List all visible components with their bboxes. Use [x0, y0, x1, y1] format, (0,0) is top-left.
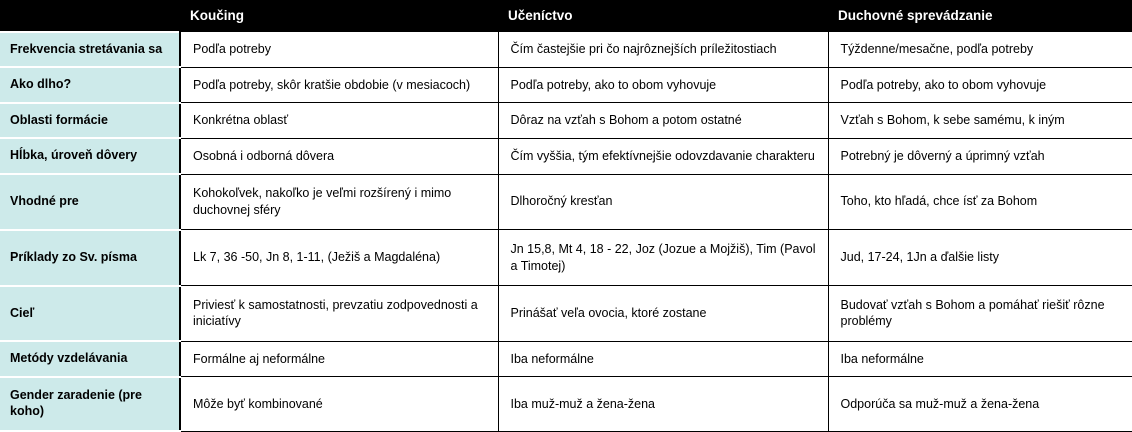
table-header [0, 0, 1132, 32]
table-row [0, 174, 1132, 230]
table-cell: Dôraz na vzťah s Bohom a potom ostatné [498, 103, 828, 139]
table-cell: Toho, kto hľadá, chce ísť za Bohom [828, 174, 1132, 230]
table-corner-cell [0, 0, 180, 32]
table-row [0, 230, 1132, 286]
table-cell: Potrebný je dôverný a úprimný vzťah [828, 138, 1132, 174]
row-header: Frekvencia stretávania sa [0, 32, 180, 68]
table-cell: Konkrétna oblasť [180, 103, 498, 139]
table-cell: Podľa potreby, ako to obom vyhovuje [498, 67, 828, 103]
column-header-ucenictvo: Učeníctvo [498, 0, 828, 32]
table-cell: Čím častejšie pri čo najrôznejších príležitostiach [498, 32, 828, 68]
table-cell: Prinášať veľa ovocia, ktoré zostane [498, 286, 828, 342]
table-cell: Formálne aj neformálne [180, 341, 498, 377]
table-cell: Podľa potreby, ako to obom vyhovuje [828, 67, 1132, 103]
row-header: Oblasti formácie [0, 103, 180, 139]
table-cell: Budovať vzťah s Bohom a pomáhať riešiť rôzne problémy [828, 286, 1132, 342]
table-row [0, 286, 1132, 342]
table-cell: Podľa potreby, skôr kratšie obdobie (v mesiacoch) [180, 67, 498, 103]
row-header: Vhodné pre [0, 174, 180, 230]
table-cell: Iba neformálne [498, 341, 828, 377]
table-cell: Jud, 17-24, 1Jn a ďalšie listy [828, 230, 1132, 286]
row-header: Metódy vzdelávania [0, 341, 180, 377]
table-cell: Jn 15,8, Mt 4, 18 - 22, Joz (Jozue a Mojžiš), Tim (Pavol a Timotej) [498, 230, 828, 286]
table-cell: Priviesť k samostatnosti, prevzatiu zodpovednosti a iniciatívy [180, 286, 498, 342]
row-header: Hĺbka, úroveň dôvery [0, 138, 180, 174]
table-row [0, 341, 1132, 377]
row-header: Ako dlho? [0, 67, 180, 103]
table-row [0, 32, 1132, 68]
table-cell: Osobná i odborná dôvera [180, 138, 498, 174]
table-cell: Kohokoľvek, nakoľko je veľmi rozšírený i mimo duchovnej sféry [180, 174, 498, 230]
table-cell: Iba neformálne [828, 341, 1132, 377]
table-body [0, 32, 1132, 432]
row-header: Príklady zo Sv. písma [0, 230, 180, 286]
row-header: Gender zaradenie (pre koho) [0, 377, 180, 431]
column-header-duchovne-sprevadzanie: Duchovné sprevádzanie [828, 0, 1132, 32]
table-cell: Lk 7, 36 -50, Jn 8, 1-11, (Ježiš a Magdaléna) [180, 230, 498, 286]
table-row [0, 377, 1132, 431]
table-cell: Môže byť kombinované [180, 377, 498, 431]
column-header-koucing: Koučing [180, 0, 498, 32]
table-row [0, 138, 1132, 174]
table-cell: Podľa potreby [180, 32, 498, 68]
table-cell: Dlhoročný kresťan [498, 174, 828, 230]
table-cell: Odporúča sa muž-muž a žena-žena [828, 377, 1132, 431]
table-row [0, 103, 1132, 139]
table-row [0, 67, 1132, 103]
table-cell: Vzťah s Bohom, k sebe samému, k iným [828, 103, 1132, 139]
table-cell: Čím vyššia, tým efektívnejšie odovzdavanie charakteru [498, 138, 828, 174]
table-header-row [0, 0, 1132, 32]
table-cell: Týždenne/mesačne, podľa potreby [828, 32, 1132, 68]
table-cell: Iba muž-muž a žena-žena [498, 377, 828, 431]
row-header: Cieľ [0, 286, 180, 342]
